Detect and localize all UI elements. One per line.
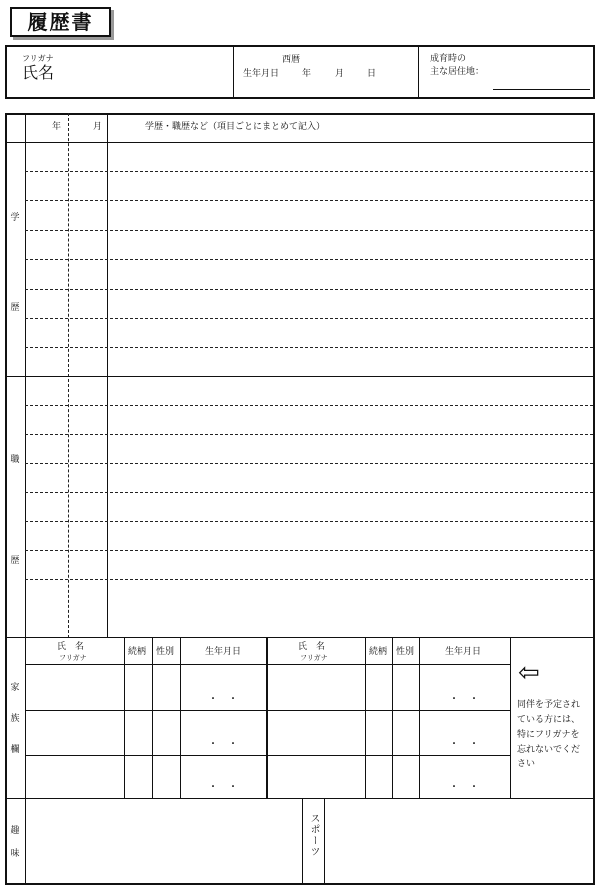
history-header-bottom bbox=[5, 142, 595, 143]
header-border-left bbox=[5, 45, 7, 99]
family-col-dob: 生年月日 bbox=[445, 647, 482, 657]
family-note-line: さい bbox=[517, 759, 536, 769]
family-label-char: 族 bbox=[10, 714, 20, 724]
header-border-right bbox=[593, 45, 595, 99]
family-col-dob: 生年月日 bbox=[205, 647, 242, 657]
family-note-divider bbox=[510, 638, 511, 798]
hobby-field[interactable] bbox=[27, 801, 300, 881]
career-entry-area[interactable] bbox=[27, 378, 592, 635]
left-arrow-icon: ⇦ bbox=[518, 658, 540, 688]
dob-label: 生年月日 bbox=[243, 69, 280, 79]
family-col-gender: 性別 bbox=[396, 647, 415, 657]
family-dob-dots: ・・ bbox=[449, 739, 489, 750]
family-dob-dots: ・・ bbox=[449, 782, 489, 793]
family-col-name: 氏 名 bbox=[57, 642, 85, 652]
dob-year-label: 年 bbox=[302, 69, 312, 79]
education-label-char: 歴 bbox=[10, 303, 20, 313]
header-divider-2 bbox=[418, 45, 419, 99]
header-divider-1 bbox=[233, 45, 234, 99]
family-note-line: 忘れないでくだ bbox=[517, 745, 581, 755]
main-border-top bbox=[5, 113, 595, 115]
family-label-char: 家 bbox=[10, 683, 20, 693]
name-label: 氏名 bbox=[22, 63, 55, 82]
family-note-line: 特にフリガナを bbox=[517, 730, 580, 740]
family-col-furigana: フリガナ bbox=[59, 654, 87, 662]
header-border-top bbox=[5, 45, 595, 47]
name-field[interactable] bbox=[70, 50, 225, 92]
residence-field[interactable] bbox=[492, 62, 590, 88]
era-label: 西暦 bbox=[282, 55, 301, 65]
dob-month-label: 月 bbox=[335, 69, 345, 79]
family-col-relation: 続柄 bbox=[128, 647, 147, 657]
hobby-label-char: 趣 bbox=[10, 826, 20, 836]
education-label-char: 学 bbox=[10, 213, 20, 223]
history-col-content: 学歴・職歴など（項目ごとにまとめて記入） bbox=[145, 122, 326, 132]
header-border-bottom bbox=[5, 97, 595, 99]
sports-label: スポーツ bbox=[308, 813, 319, 857]
hobby-label-char: 味 bbox=[10, 849, 20, 859]
family-dob-dots: ・・ bbox=[208, 694, 248, 705]
family-dob-dots: ・・ bbox=[449, 694, 489, 705]
education-career-divider bbox=[5, 376, 595, 377]
residence-label-line1: 成育時の bbox=[430, 54, 467, 64]
family-label-divider bbox=[25, 638, 26, 798]
residence-underline bbox=[493, 89, 590, 90]
family-dob-dots: ・・ bbox=[208, 739, 248, 750]
career-family-divider bbox=[5, 637, 595, 638]
family-col-name: 氏 名 bbox=[298, 642, 326, 652]
family-hobby-divider bbox=[5, 798, 595, 799]
family-col-relation: 続柄 bbox=[369, 647, 388, 657]
hobby-label-divider bbox=[25, 799, 26, 885]
family-note-line: 同伴を予定され bbox=[517, 700, 581, 710]
residence-label-line2: 主な居住地： bbox=[430, 67, 485, 77]
family-label-char: 欄 bbox=[10, 745, 20, 755]
career-label-char: 職 bbox=[10, 455, 20, 465]
hobby-sports-divider-left bbox=[302, 799, 303, 885]
main-border-left bbox=[5, 113, 7, 885]
document-title: 履歴書 bbox=[27, 10, 94, 34]
hobby-sports-divider-right bbox=[324, 799, 325, 885]
family-col-gender: 性別 bbox=[156, 647, 175, 657]
document-title-box bbox=[10, 7, 111, 37]
history-col-year: 年 bbox=[52, 122, 62, 132]
family-col-furigana: フリガナ bbox=[300, 654, 328, 662]
family-dob-dots: ・・ bbox=[208, 782, 248, 793]
history-col-month: 月 bbox=[93, 122, 103, 132]
sports-field[interactable] bbox=[327, 801, 591, 881]
dob-field[interactable] bbox=[240, 50, 410, 92]
family-entry-area[interactable] bbox=[27, 666, 509, 796]
dob-day-label: 日 bbox=[367, 69, 377, 79]
career-label-char: 歴 bbox=[10, 556, 20, 566]
education-entry-area[interactable] bbox=[27, 144, 592, 374]
family-note-line: ている方には、 bbox=[517, 715, 581, 725]
family-header-bottom bbox=[25, 664, 510, 665]
furigana-label: フリガナ bbox=[22, 54, 54, 63]
main-border-right bbox=[593, 113, 595, 885]
main-border-bottom bbox=[5, 883, 595, 885]
